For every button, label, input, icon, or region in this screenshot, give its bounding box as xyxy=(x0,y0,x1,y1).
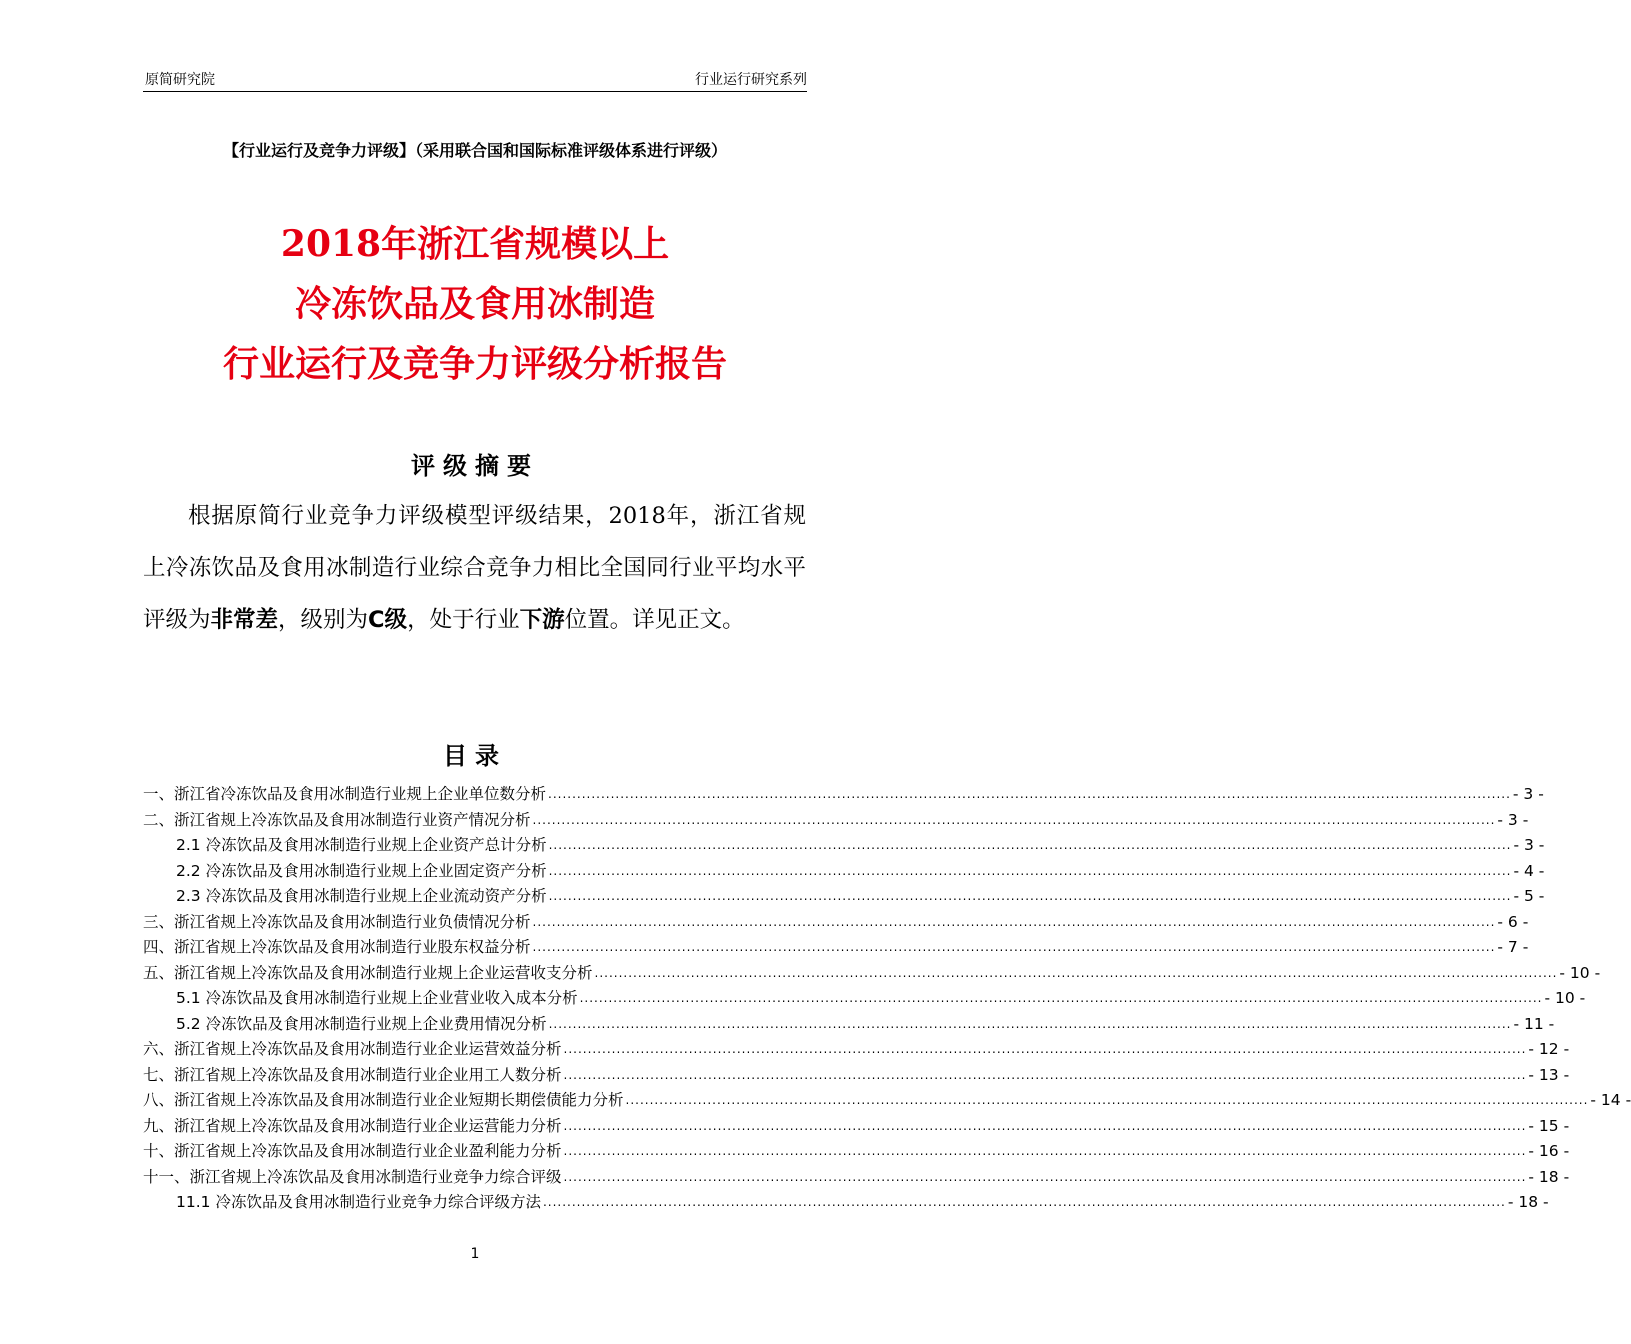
toc-entry[interactable] xyxy=(143,1165,1570,1191)
report-title xyxy=(0,214,950,394)
toc-entry-title: 五、浙江省规上冷冻饮品及食用冰制造行业规上企业运营收支分析 xyxy=(143,963,593,982)
toc-entry-page: - 12 - xyxy=(1528,1040,1570,1058)
summary-text-2: ，级别为 xyxy=(278,607,369,633)
toc-entry-title: 2.2 冷冻饮品及食用冰制造行业规上企业固定资产分析 xyxy=(176,861,547,880)
toc-entry-page: - 15 - xyxy=(1528,1116,1570,1135)
summary-grade: C级 xyxy=(368,607,408,633)
toc-entry[interactable] xyxy=(143,859,1545,885)
toc-leader-dots: ........................................................................................................................................................................................................ xyxy=(563,1144,1527,1158)
toc-leader-dots: ........................................................................................................................................................................................................ xyxy=(594,965,1558,980)
toc-leader-dots: ........................................................................................................................................................................................................ xyxy=(563,1118,1527,1133)
toc-entry-title: 八、浙江省规上冷冻饮品及食用冰制造行业企业短期长期偿债能力分析 xyxy=(143,1091,624,1109)
toc-leader-dots: ........................................................................................................................................................................................................ xyxy=(548,838,1512,852)
summary-text-1: 根据原简行业竞争力评级模型评级结果，2018年，浙江省规上冷冻饮品及食用冰制造行业综合竞争力相比全国同行业平均水平评级为 xyxy=(143,503,806,633)
summary-rating: 非常差 xyxy=(210,607,279,633)
toc-entry-page: - 5 - xyxy=(1513,887,1545,905)
toc-entry-title: 2.1 冷冻饮品及食用冰制造行业规上企业资产总计分析 xyxy=(176,836,547,854)
toc-entry[interactable] xyxy=(143,1037,1570,1063)
toc-entry[interactable] xyxy=(143,782,1544,808)
toc-entry-title: 5.1 冷冻饮品及食用冰制造行业规上企业营业收入成本分析 xyxy=(176,989,578,1007)
table-of-contents xyxy=(143,782,1631,1216)
toc-entry-page: - 18 - xyxy=(1528,1167,1570,1186)
toc-entry-page: - 14 - xyxy=(1590,1091,1631,1109)
toc-entry-page: - 3 - xyxy=(1512,785,1544,803)
summary-paragraph xyxy=(143,490,806,646)
toc-entry[interactable] xyxy=(143,1139,1570,1165)
toc-entry[interactable] xyxy=(143,1012,1555,1038)
toc-entry[interactable] xyxy=(143,1063,1570,1089)
toc-entry-title: 5.2 冷冻饮品及食用冰制造行业规上企业费用情况分析 xyxy=(176,1014,547,1033)
summary-position: 下游 xyxy=(519,607,565,633)
toc-leader-dots: ........................................................................................................................................................................................................ xyxy=(563,1169,1527,1184)
toc-entry-page: - 10 - xyxy=(1544,989,1586,1007)
toc-leader-dots: ........................................................................................................................................................................................................ xyxy=(563,1067,1527,1082)
toc-entry-title: 11.1 冷冻饮品及食用冰制造行业竞争力综合评级方法 xyxy=(176,1193,541,1211)
toc-entry-title: 十一、浙江省规上冷冻饮品及食用冰制造行业竞争力综合评级 xyxy=(143,1167,562,1186)
toc-leader-dots: ........................................................................................................................................................................................................ xyxy=(548,889,1512,903)
summary-heading: 评级摘要 xyxy=(411,452,539,480)
toc-entry-page: - 4 - xyxy=(1513,861,1545,880)
rating-subtitle: 【行业运行及竞争力评级】（采用联合国和国际标准评级体系进行评级） xyxy=(222,141,727,160)
header-right: 行业运行研究系列 xyxy=(695,72,807,88)
header-left: 原简研究院 xyxy=(145,72,215,88)
toc-leader-dots: ........................................................................................................................................................................................................ xyxy=(542,1195,1506,1209)
toc-heading: 目录 xyxy=(443,742,507,770)
toc-entry[interactable] xyxy=(143,808,1529,834)
toc-leader-dots: ........................................................................................................................................................................................................ xyxy=(548,863,1512,878)
toc-entry-title: 六、浙江省规上冷冻饮品及食用冰制造行业企业运营效益分析 xyxy=(143,1040,562,1058)
toc-entry-title: 七、浙江省规上冷冻饮品及食用冰制造行业企业用工人数分析 xyxy=(143,1065,562,1084)
title-line-3: 行业运行及竞争力评级分析报告 xyxy=(222,343,727,385)
toc-entry-page: - 3 - xyxy=(1513,836,1545,854)
toc-leader-dots: ........................................................................................................................................................................................................ xyxy=(532,914,1496,929)
toc-entry-page: - 16 - xyxy=(1528,1142,1570,1160)
toc-leader-dots: ........................................................................................................................................................................................................ xyxy=(625,1093,1589,1107)
toc-entry-page: - 7 - xyxy=(1497,938,1529,956)
toc-entry-page: - 11 - xyxy=(1513,1014,1555,1033)
toc-entry-title: 四、浙江省规上冷冻饮品及食用冰制造行业股东权益分析 xyxy=(143,938,531,956)
title-line-1: 2018年浙江省规模以上 xyxy=(280,223,670,265)
toc-entry[interactable] xyxy=(143,935,1529,961)
toc-entry-title: 九、浙江省规上冷冻饮品及食用冰制造行业企业运营能力分析 xyxy=(143,1116,562,1135)
toc-entry[interactable] xyxy=(143,1114,1570,1140)
page-header xyxy=(143,66,807,92)
toc-entry[interactable] xyxy=(143,1088,1631,1114)
toc-entry-title: 二、浙江省规上冷冻饮品及食用冰制造行业资产情况分析 xyxy=(143,810,531,829)
toc-leader-dots: ........................................................................................................................................................................................................ xyxy=(532,812,1496,827)
toc-entry[interactable] xyxy=(143,833,1545,859)
toc-leader-dots: ........................................................................................................................................................................................................ xyxy=(579,991,1543,1005)
toc-entry[interactable] xyxy=(143,884,1545,910)
toc-entry-title: 三、浙江省规上冷冻饮品及食用冰制造行业负债情况分析 xyxy=(143,912,531,931)
toc-entry-page: - 10 - xyxy=(1559,963,1601,982)
toc-leader-dots: ........................................................................................................................................................................................................ xyxy=(548,1016,1512,1031)
toc-entry-title: 2.3 冷冻饮品及食用冰制造行业规上企业流动资产分析 xyxy=(176,887,547,905)
toc-entry[interactable] xyxy=(143,961,1601,987)
toc-entry-page: - 3 - xyxy=(1497,810,1529,829)
toc-entry[interactable] xyxy=(143,1190,1549,1216)
summary-text-4: 位置。详见正文。 xyxy=(564,607,745,633)
toc-entry-page: - 18 - xyxy=(1507,1193,1549,1211)
toc-leader-dots: ........................................................................................................................................................................................................ xyxy=(548,787,1511,801)
title-line-2: 冷冻饮品及食用冰制造 xyxy=(294,283,655,325)
toc-entry-page: - 6 - xyxy=(1497,912,1529,931)
page-number: 1 xyxy=(470,1246,480,1262)
toc-entry[interactable] xyxy=(143,986,1586,1012)
summary-text-3: ，处于行业 xyxy=(407,607,520,633)
toc-entry-title: 十、浙江省规上冷冻饮品及食用冰制造行业企业盈利能力分析 xyxy=(143,1142,562,1160)
toc-leader-dots: ........................................................................................................................................................................................................ xyxy=(563,1042,1527,1056)
toc-entry-title: 一、浙江省冷冻饮品及食用冰制造行业规上企业单位数分析 xyxy=(143,785,547,803)
toc-entry[interactable] xyxy=(143,910,1529,936)
toc-entry-page: - 13 - xyxy=(1528,1065,1570,1084)
toc-leader-dots: ........................................................................................................................................................................................................ xyxy=(532,940,1496,954)
